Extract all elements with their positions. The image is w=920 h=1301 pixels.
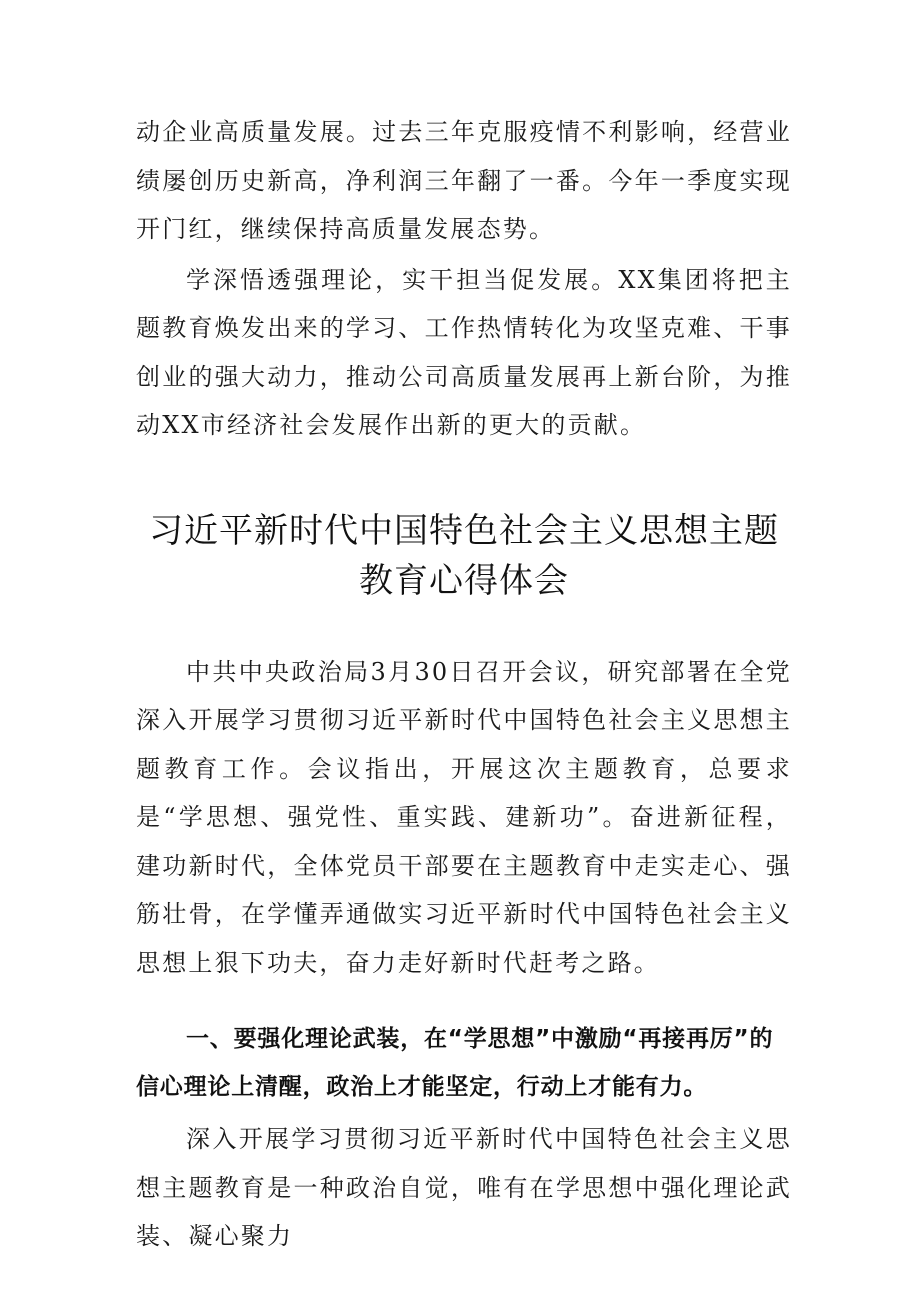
document-body [136, 108, 792, 1261]
title-line-2: 教育心得体会 [359, 560, 569, 601]
paragraph-intro: 中共中央政治局3月30日召开会议，研究部署在全党深入开展学习贯彻习近平新时代中国特色社会主义思想主题教育工作。会议指出，开展这次主题教育，总要求是“学思想、强党性、重实践、建新功”。奋进新征程，建功新时代，全体党员干部要在主题教育中走实走心、强筋壮骨，在学懂弄通做实习近平新时代中国特色社会主义思想上狠下功夫，奋力走好新时代赶考之路。 [136, 657, 792, 977]
paragraph-section-1: 深入开展学习贯彻习近平新时代中国特色社会主义思想主题教育是一种政治自觉，唯有在学思想中强化理论武装、凝心聚力 [136, 1125, 792, 1250]
paragraph-summary: 学深悟透强理论，实干担当促发展。XX集团将把主题教育焕发出来的学习、工作热情转化为攻坚克难、干事创业的强大动力，推动公司高质量发展再上新台阶，为推动XX市经济社会发展作出新的更大的贡献。 [136, 265, 792, 439]
title-line-1: 习近平新时代中国特色社会主义思想主题 [149, 510, 779, 551]
paragraph-continuation: 动企业高质量发展。过去三年克服疫情不利影响，经营业绩屡创历史新高，净利润三年翻了一番。今年一季度实现开门红，继续保持高质量发展态势。 [136, 118, 792, 243]
document-title [136, 506, 792, 606]
section-heading-1: 一、要强化理论武装，在“学思想”中激励“再接再厉”的信心理论上清醒，政治上才能坚定，行动上才能有力。 [136, 1026, 774, 1100]
